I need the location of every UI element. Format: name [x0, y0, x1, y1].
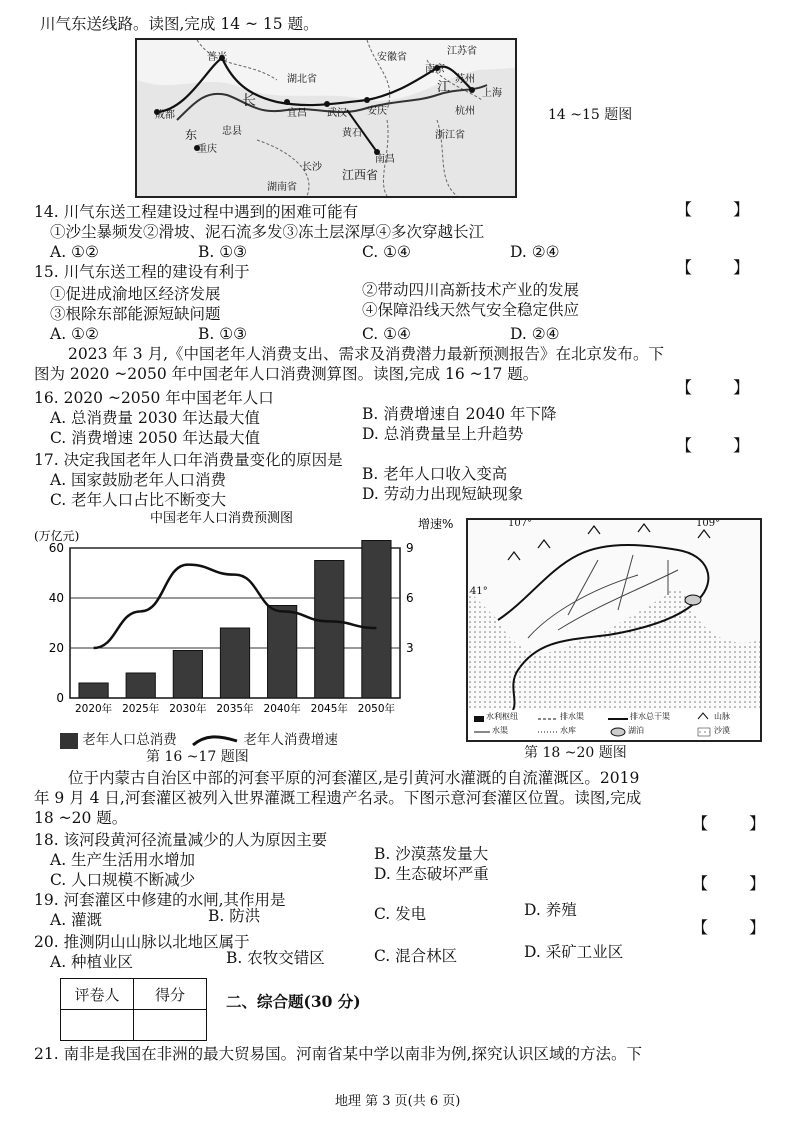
label-zhejiang: 浙江省	[435, 130, 465, 141]
q15-option-d: D. ②④	[510, 325, 560, 343]
score-table-score-cell[interactable]	[134, 1010, 207, 1041]
passage2-line1: 2023 年 3 月,《中国老年人消费支出、需求及消费潜力最新预测报告》在北京发布。下	[68, 345, 665, 363]
q15-option-3: ③根除东部能源短缺问题	[50, 305, 221, 323]
chart-xtick: 2020年	[74, 703, 113, 715]
score-table-score-header: 得分	[134, 979, 207, 1010]
map2-legend-2: 排水渠	[560, 712, 584, 721]
label-yichang: 宜昌	[287, 108, 307, 119]
label-chengdu: 成都	[155, 110, 175, 121]
q14-bracket: 【 】	[676, 200, 768, 219]
q14-stem: 14. 川气东送工程建设过程中遇到的困难可能有	[34, 203, 359, 221]
score-table-reviewer-header: 评卷人	[61, 979, 134, 1010]
score-table	[60, 978, 207, 1041]
label-hunan: 湖南省	[267, 182, 297, 193]
q18-option-b: B. 沙漠蒸发量大	[374, 845, 489, 863]
q19-option-c: C. 发电	[374, 905, 427, 923]
q20-option-b: B. 农牧交错区	[226, 949, 325, 967]
q19-option-d: D. 养殖	[524, 901, 577, 919]
chart-ytick-left: 60	[48, 541, 64, 555]
label-zhongxian: 忠县	[222, 126, 242, 137]
chart-ylabel-right: 增速%	[418, 517, 454, 531]
q16-option-a: A. 总消费量 2030 年达最大值	[50, 409, 260, 427]
pipeline-map	[135, 38, 517, 198]
q21-line: 21. 南非是我国在非洲的最大贸易国。河南省某中学以南非为例,探究认识区域的方法。下	[34, 1045, 643, 1063]
map2-legend-3: 排水总干渠	[630, 712, 670, 721]
chart-ytick-left: 0	[56, 691, 64, 705]
chart-caption: 第 16 ~17 题图	[146, 749, 249, 765]
chart-xtick: 2045年	[310, 703, 348, 715]
label-suzhou: 苏州	[455, 74, 475, 85]
label-shanghai: 上海	[482, 88, 502, 99]
legend-bar-swatch	[60, 733, 78, 749]
label-changsha: 长沙	[302, 162, 322, 173]
q15-option-4: ④保障沿线天然气安全稳定供应	[362, 301, 580, 319]
label-nanjing: 南京	[425, 64, 445, 75]
label-hubei: 湖北省	[287, 74, 317, 85]
q17-bracket: 【 】	[676, 436, 768, 455]
consumption-chart	[30, 508, 462, 763]
q16-bracket: 【 】	[676, 378, 768, 397]
q19-option-a: A. 灌溉	[50, 911, 103, 929]
label-dong: 东	[185, 128, 198, 142]
q15-option-b: B. ①③	[198, 325, 248, 343]
label-puguang: 普光	[207, 52, 227, 63]
q20-option-a: A. 种植业区	[50, 953, 134, 971]
chart-bar	[173, 651, 202, 699]
q20-option-d: D. 采矿工业区	[524, 943, 624, 961]
passage3-line3: 18 ~20 题。	[34, 809, 128, 827]
section2-title: 二、综合题(30 分)	[226, 992, 361, 1011]
label-anqing: 安庆	[367, 106, 387, 117]
q17-option-d: D. 劳动力出现短缺现象	[362, 485, 524, 503]
map2-legend-1: 水利枢纽	[486, 712, 518, 721]
label-chongqing: 重庆	[197, 144, 217, 155]
map2-legend-7: 水库	[560, 726, 576, 735]
chart-title: 中国老年人口消费预测图	[150, 511, 294, 526]
q20-option-c: C. 混合林区	[374, 947, 458, 965]
label-jiangxi: 江西省	[342, 168, 379, 182]
q15-option-c: C. ①④	[362, 325, 411, 343]
label-wuhan: 武汉	[327, 108, 347, 119]
q16-option-d: D. 总消费量呈上升趋势	[362, 425, 524, 443]
q16-option-b: B. 消费增速自 2040 年下降	[362, 405, 557, 423]
q15-stem: 15. 川气东送工程的建设有利于	[34, 263, 250, 281]
chart-bar	[126, 673, 155, 698]
q18-option-d: D. 生态破坏严重	[374, 865, 489, 883]
map2-lon-right: 109°	[696, 518, 721, 529]
chart-bar	[79, 683, 108, 698]
chart-bar	[220, 628, 249, 698]
q19-option-b: B. 防洪	[208, 907, 261, 925]
q19-stem: 19. 河套灌区中修建的水闸,其作用是	[34, 891, 286, 909]
chart-ytick-right: 9	[406, 541, 414, 555]
q14-option-d: D. ②④	[510, 243, 560, 261]
chart-ytick-right: 3	[406, 641, 414, 655]
hetao-map-drawing	[468, 520, 760, 740]
chart-xtick: 2050年	[357, 703, 396, 715]
legend-bar-label: 老年人口总消费	[82, 732, 177, 748]
q17-stem: 17. 决定我国老年人口年消费量变化的原因是	[34, 451, 343, 469]
chart-bar	[268, 606, 297, 699]
q14-option-a: A. ①②	[50, 243, 99, 261]
page-footer: 地理 第 3 页(共 6 页)	[335, 1094, 461, 1109]
legend-line-label: 老年人消费增速	[243, 732, 338, 748]
q20-stem: 20. 推测阴山山脉以北地区属于	[34, 933, 250, 951]
consumption-chart-svg	[30, 508, 462, 763]
intro-line: 川气东送线路。读图,完成 14 ~ 15 题。	[40, 15, 319, 33]
q14-option-c: C. ①④	[362, 243, 411, 261]
q15-option-1: ①促进成渝地区经济发展	[50, 285, 221, 303]
map2-legend-5: 水渠	[492, 726, 508, 735]
chart-bar	[315, 561, 344, 699]
hetao-map	[466, 518, 762, 742]
q18-option-a: A. 生产生活用水增加	[50, 851, 196, 869]
passage3-line1: 位于内蒙古自治区中部的河套平原的河套灌区,是引黄河水灌溉的自流灌溉区。2019	[68, 769, 640, 787]
q17-option-a: A. 国家鼓励老年人口消费	[50, 471, 227, 489]
map2-legend-4: 湖泊	[628, 726, 644, 735]
map2-caption: 第 18 ~20 题图	[524, 745, 627, 761]
map2-lat: 41°	[470, 586, 488, 597]
q19-bracket: 【 】	[692, 874, 784, 893]
label-hangzhou: 杭州	[455, 106, 475, 117]
label-chang: 长	[242, 93, 256, 109]
q15-option-a: A. ①②	[50, 325, 99, 343]
q17-option-b: B. 老年人口收入变高	[362, 465, 508, 483]
chart-ytick-left: 20	[48, 641, 64, 655]
passage2-line2: 图为 2020 ~2050 年中国老年人口消费测算图。读图,完成 16 ~17 题。	[34, 365, 539, 383]
chart-ylabel-left: (万亿元)	[34, 529, 80, 543]
q14-options-line: ①沙尘暴频发②滑坡、泥石流多发③冻土层深厚④多次穿越长江	[50, 223, 485, 241]
q16-option-c: C. 消费增速 2050 年达最大值	[50, 429, 260, 447]
map2-legend-6: 山脉	[714, 712, 730, 721]
label-jiangsu: 江苏省	[447, 46, 477, 57]
chart-bar	[362, 541, 391, 699]
label-huangshi: 黄石	[342, 128, 362, 139]
chart-xtick: 2030年	[169, 703, 207, 715]
label-anhui: 安徽省	[377, 52, 407, 63]
chart-ytick-left: 40	[48, 591, 64, 605]
q17-option-c: C. 老年人口占比不断变大	[50, 491, 227, 509]
q18-option-c: C. 人口规模不断减少	[50, 871, 196, 889]
chart-ytick-right: 6	[406, 591, 414, 605]
q15-bracket: 【 】	[676, 258, 768, 277]
score-table-reviewer-cell[interactable]	[61, 1010, 134, 1041]
map1-caption: 14 ~15 题图	[548, 107, 633, 123]
chart-xtick: 2035年	[216, 703, 254, 715]
chart-xtick: 2040年	[263, 703, 301, 715]
q20-bracket: 【 】	[692, 918, 784, 937]
passage3-line2: 年 9 月 4 日,河套灌区被列入世界灌溉工程遗产名录。下图示意河套灌区位置。读图,完成	[34, 789, 642, 807]
q14-option-b: B. ①③	[198, 243, 248, 261]
map2-lon-left: 107°	[508, 518, 533, 529]
label-jiang: 江	[437, 80, 451, 95]
pipeline-map-drawing	[137, 40, 515, 196]
q15-option-2: ②带动四川高新技术产业的发展	[362, 281, 580, 299]
map2-legend-8: 沙漠	[714, 726, 730, 735]
q16-stem: 16. 2020 ~2050 年中国老年人口	[34, 389, 274, 407]
chart-xtick: 2025年	[122, 703, 160, 715]
q18-stem: 18. 该河段黄河径流量减少的人为原因主要	[34, 831, 328, 849]
label-nanchang: 南昌	[375, 154, 395, 165]
q18-bracket: 【 】	[692, 814, 784, 833]
